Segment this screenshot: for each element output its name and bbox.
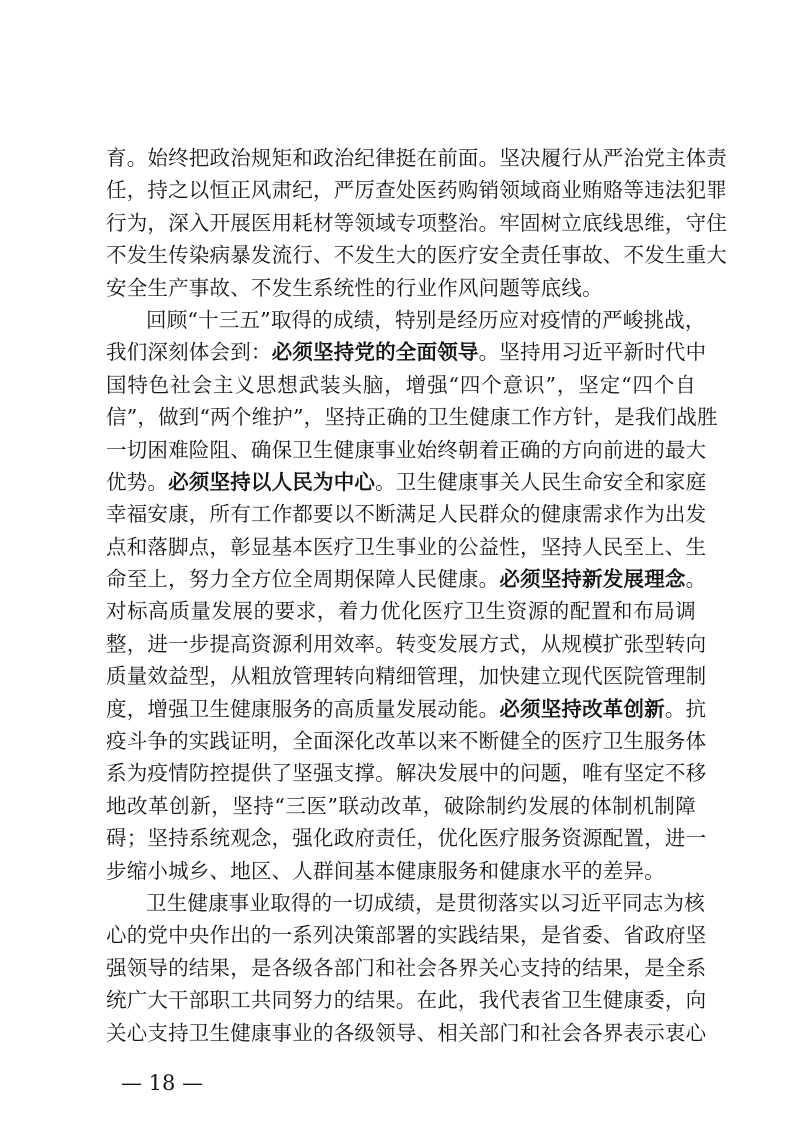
text-line — [106, 563, 707, 595]
text-line — [106, 725, 707, 757]
text-line — [106, 531, 707, 563]
text-line — [106, 628, 707, 660]
page-number: — 18 — — [121, 1071, 204, 1095]
text-segment: 系为疫情防控提供了坚强支撑。解决发展中的问题，唯有坚定不移 — [106, 761, 707, 786]
text-segment: 地改革创新，坚持“三医”联动改革，破除制约发展的体制机制障 — [106, 793, 696, 818]
text-segment: 。 — [685, 567, 707, 592]
text-line — [106, 401, 718, 433]
text-segment: 信”，做到“两个维护”，坚持正确的卫生健康工作方针，是我们战胜 — [106, 405, 718, 430]
text-line — [106, 660, 707, 692]
text-segment: 对标高质量发展的要求，着力优化医疗卫生资源的配置和布局调 — [106, 599, 696, 624]
text-line — [106, 1017, 707, 1049]
text-segment: 。抗 — [664, 696, 707, 721]
text-segment: 步缩小城乡、地区、人群间基本健康服务和健康水平的差异。 — [106, 858, 665, 883]
text-segment: 行为，深入开展医用耗材等领域专项整治。牢固树立底线思维，守住 — [106, 210, 727, 235]
text-line — [106, 272, 696, 304]
text-line — [106, 952, 707, 984]
text-segment: 。卫生健康事关人民生命安全和家庭 — [375, 469, 707, 494]
text-segment: 整，进一步提高资源利用效率。转变发展方式，从规模扩张型转向 — [106, 631, 707, 656]
text-segment: 命至上，努力全方位全周期保障人民健康。 — [106, 567, 500, 592]
bold-text-segment: 必须坚持改革创新 — [499, 696, 665, 721]
text-line — [106, 336, 707, 368]
text-line — [106, 434, 707, 466]
text-segment: 一切困难险阻、确保卫生健康事业始终朝着正确的方向前进的最大 — [106, 437, 707, 462]
text-line — [106, 822, 707, 854]
text-segment: 质量效益型，从粗放管理转向精细管理，加快建立现代医院管理制 — [106, 664, 707, 689]
text-line — [106, 887, 705, 919]
text-line — [106, 757, 707, 789]
bold-text-segment: 必须坚持以人民为中心 — [168, 469, 376, 494]
body-text — [106, 142, 727, 1049]
text-segment: 点和落脚点，彰显基本医疗卫生事业的公益性，坚持人民至上、生 — [106, 534, 707, 559]
text-line — [106, 239, 727, 271]
text-line — [106, 595, 696, 627]
text-segment: 统广大干部职工共同努力的结果。在此，我代表省卫生健康委，向 — [106, 988, 707, 1013]
text-segment: 度，增强卫生健康服务的高质量发展动能。 — [106, 696, 500, 721]
text-segment: 我们深刻体会到： — [106, 340, 272, 365]
text-line — [106, 790, 696, 822]
text-line — [106, 984, 707, 1016]
text-segment: 回顾“十三五”取得的成绩，特别是经历应对疫情的严峻挑战， — [146, 307, 706, 332]
text-segment: 不发生传染病暴发流行、不发生大的医疗安全责任事故、不发生重大 — [106, 243, 727, 268]
text-line — [106, 174, 727, 206]
text-segment: 关心支持卫生健康事业的各级领导、相关部门和社会各界表示衷心 — [106, 1020, 707, 1045]
text-segment: 碍；坚持系统观念，强化政府责任，优化医疗服务资源配置，进一 — [106, 826, 707, 851]
text-segment: 幸福安康，所有工作都要以不断满足人民群众的健康需求作为出发 — [106, 502, 707, 527]
text-segment: 心的党中央作出的一系列决策部署的实践结果，是省委、省政府坚 — [106, 923, 707, 948]
text-line — [106, 207, 727, 239]
bold-text-segment: 必须坚持党的全面领导 — [271, 340, 479, 365]
text-segment: 强领导的结果，是各级各部门和社会各界关心支持的结果，是全系 — [106, 955, 707, 980]
text-segment: 卫生健康事业取得的一切成绩，是贯彻落实以习近平同志为核 — [146, 890, 705, 915]
text-segment: 优势。 — [106, 469, 169, 494]
text-segment: 安全生产事故、不发生系统性的行业作风问题等底线。 — [106, 275, 603, 300]
text-segment: 育。始终把政治规矩和政治纪律挺在前面。坚决履行从严治党主体责 — [106, 146, 727, 170]
text-line — [106, 304, 706, 336]
text-line — [106, 466, 707, 498]
text-line — [106, 693, 707, 725]
text-segment: 疫斗争的实践证明，全面深化改革以来不断健全的医疗卫生服务体 — [106, 729, 707, 754]
text-line — [106, 142, 727, 174]
text-line — [106, 855, 696, 887]
text-line — [106, 498, 707, 530]
text-segment: 。坚持用习近平新时代中 — [478, 340, 707, 365]
text-line — [106, 369, 696, 401]
text-line — [106, 919, 707, 951]
bold-text-segment: 必须坚持新发展理念 — [499, 567, 686, 592]
text-segment: 国特色社会主义思想武装头脑，增强“四个意识”，坚定“四个自 — [106, 372, 696, 397]
text-segment: 任，持之以恒正风肃纪，严厉查处医药购销领域商业贿赂等违法犯罪 — [106, 178, 727, 203]
